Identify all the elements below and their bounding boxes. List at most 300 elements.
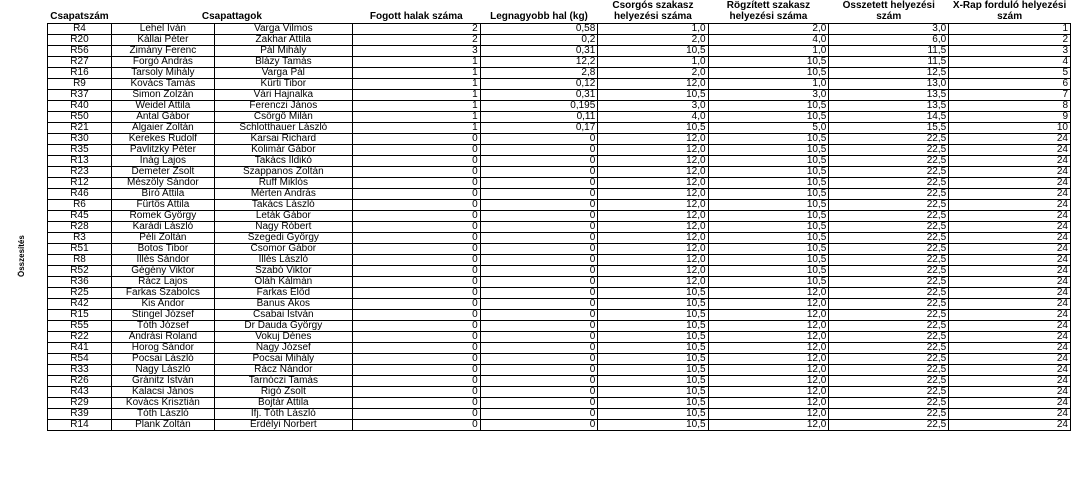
member1-cell: Kerekes Rudolf [111, 134, 214, 145]
team-code-cell: R50 [48, 112, 112, 123]
fish-count-cell: 0 [352, 354, 480, 365]
team-code-cell: R45 [48, 211, 112, 222]
fish-count-cell: 0 [352, 376, 480, 387]
combined-rank-cell: 22,5 [829, 222, 949, 233]
biggest-fish-cell: 0 [480, 145, 598, 156]
xrap-rank-cell: 24 [949, 244, 1071, 255]
team-code-cell: R52 [48, 266, 112, 277]
fish-count-cell: 1 [352, 123, 480, 134]
member2-cell: Rácz Nándor [214, 365, 352, 376]
member1-cell: Andrási Roland [111, 332, 214, 343]
biggest-fish-cell: 0 [480, 387, 598, 398]
member1-cell: Kalacsi János [111, 387, 214, 398]
rogzitett-rank-cell: 4,0 [708, 35, 829, 46]
team-code-cell: R33 [48, 365, 112, 376]
member2-cell: Szappanos Zoltán [214, 167, 352, 178]
combined-rank-cell: 22,5 [829, 156, 949, 167]
member1-cell: Stingel József [111, 310, 214, 321]
table-row [48, 387, 1071, 398]
team-code-cell: R42 [48, 299, 112, 310]
team-code-cell: R28 [48, 222, 112, 233]
xrap-rank-cell: 24 [949, 178, 1071, 189]
combined-rank-cell: 22,5 [829, 189, 949, 200]
table-row [48, 222, 1071, 233]
table-row [48, 354, 1071, 365]
team-code-cell: R27 [48, 57, 112, 68]
table-row [48, 68, 1071, 79]
team-code-cell: R51 [48, 244, 112, 255]
combined-rank-cell: 3,0 [829, 24, 949, 35]
combined-rank-cell: 22,5 [829, 376, 949, 387]
header-xrap-rank: X-Rap forduló helyezési szám [949, 0, 1071, 24]
combined-rank-cell: 22,5 [829, 266, 949, 277]
member2-cell: Szegedi György [214, 233, 352, 244]
member1-cell: Botos Tibor [111, 244, 214, 255]
fish-count-cell: 0 [352, 332, 480, 343]
xrap-rank-cell: 24 [949, 200, 1071, 211]
rogzitett-rank-cell: 1,0 [708, 79, 829, 90]
biggest-fish-cell: 0 [480, 244, 598, 255]
biggest-fish-cell: 0 [480, 277, 598, 288]
member1-cell: Weidel Attila [111, 101, 214, 112]
table-row [48, 200, 1071, 211]
csorgos-rank-cell: 10,5 [598, 343, 708, 354]
xrap-rank-cell: 24 [949, 321, 1071, 332]
fish-count-cell: 0 [352, 365, 480, 376]
member2-cell: Farkas Előd [214, 288, 352, 299]
header-team-members: Csapattagok [111, 0, 352, 24]
member2-cell: Csomor Gábor [214, 244, 352, 255]
fish-count-cell: 0 [352, 420, 480, 431]
fish-count-cell: 0 [352, 387, 480, 398]
biggest-fish-cell: 0 [480, 409, 598, 420]
team-code-cell: R26 [48, 376, 112, 387]
csorgos-rank-cell: 10,5 [598, 90, 708, 101]
member2-cell: Kolimár Gábor [214, 145, 352, 156]
rogzitett-rank-cell: 12,0 [708, 376, 829, 387]
combined-rank-cell: 22,5 [829, 211, 949, 222]
member2-cell: Takács László [214, 200, 352, 211]
team-code-cell: R41 [48, 343, 112, 354]
member2-cell: Blázy Tamás [214, 57, 352, 68]
combined-rank-cell: 22,5 [829, 233, 949, 244]
csorgos-rank-cell: 10,5 [598, 387, 708, 398]
combined-rank-cell: 22,5 [829, 409, 949, 420]
biggest-fish-cell: 12,2 [480, 57, 598, 68]
csorgos-rank-cell: 12,0 [598, 211, 708, 222]
csorgos-rank-cell: 12,0 [598, 200, 708, 211]
table-row [48, 46, 1071, 57]
rogzitett-rank-cell: 12,0 [708, 343, 829, 354]
combined-rank-cell: 22,5 [829, 354, 949, 365]
member2-cell: Rigó Zsolt [214, 387, 352, 398]
xrap-rank-cell: 8 [949, 101, 1071, 112]
rogzitett-rank-cell: 3,0 [708, 90, 829, 101]
biggest-fish-cell: 0,31 [480, 90, 598, 101]
xrap-rank-cell: 6 [949, 79, 1071, 90]
combined-rank-cell: 22,5 [829, 145, 949, 156]
table-row [48, 57, 1071, 68]
table-row [48, 189, 1071, 200]
rogzitett-rank-cell: 5,0 [708, 123, 829, 134]
team-code-cell: R15 [48, 310, 112, 321]
biggest-fish-cell: 0,17 [480, 123, 598, 134]
csorgos-rank-cell: 12,0 [598, 266, 708, 277]
team-code-cell: R43 [48, 387, 112, 398]
rogzitett-rank-cell: 10,5 [708, 112, 829, 123]
member2-cell: Varga Vilmos [214, 24, 352, 35]
fish-count-cell: 0 [352, 134, 480, 145]
xrap-rank-cell: 7 [949, 90, 1071, 101]
member2-cell: Mérten András [214, 189, 352, 200]
xrap-rank-cell: 24 [949, 387, 1071, 398]
biggest-fish-cell: 0 [480, 321, 598, 332]
header-row [48, 0, 1071, 24]
team-code-cell: R20 [48, 35, 112, 46]
csorgos-rank-cell: 2,0 [598, 35, 708, 46]
fish-count-cell: 1 [352, 57, 480, 68]
fish-count-cell: 1 [352, 101, 480, 112]
biggest-fish-cell: 0 [480, 299, 598, 310]
team-code-cell: R13 [48, 156, 112, 167]
member2-cell: Csörgő Milán [214, 112, 352, 123]
xrap-rank-cell: 24 [949, 343, 1071, 354]
member1-cell: Horog Sándor [111, 343, 214, 354]
rogzitett-rank-cell: 12,0 [708, 409, 829, 420]
xrap-rank-cell: 1 [949, 24, 1071, 35]
biggest-fish-cell: 0 [480, 420, 598, 431]
combined-rank-cell: 22,5 [829, 343, 949, 354]
member2-cell: Zakhar Attila [214, 35, 352, 46]
biggest-fish-cell: 0,12 [480, 79, 598, 90]
table-row [48, 255, 1071, 266]
xrap-rank-cell: 24 [949, 134, 1071, 145]
xrap-rank-cell: 24 [949, 354, 1071, 365]
csorgos-rank-cell: 10,5 [598, 123, 708, 134]
combined-rank-cell: 11,5 [829, 57, 949, 68]
rogzitett-rank-cell: 12,0 [708, 420, 829, 431]
csorgos-rank-cell: 10,5 [598, 332, 708, 343]
combined-rank-cell: 22,5 [829, 255, 949, 266]
csorgos-rank-cell: 12,0 [598, 255, 708, 266]
fish-count-cell: 1 [352, 112, 480, 123]
csorgos-rank-cell: 10,5 [598, 409, 708, 420]
member2-cell: Ifj. Tóth László [214, 409, 352, 420]
biggest-fish-cell: 0 [480, 178, 598, 189]
member2-cell: Pocsai Mihály [214, 354, 352, 365]
team-code-cell: R23 [48, 167, 112, 178]
member1-cell: Kovács Krisztián [111, 398, 214, 409]
fish-count-cell: 1 [352, 79, 480, 90]
team-code-cell: R14 [48, 420, 112, 431]
fish-count-cell: 0 [352, 409, 480, 420]
csorgos-rank-cell: 10,5 [598, 288, 708, 299]
combined-rank-cell: 15,5 [829, 123, 949, 134]
member2-cell: Ruff Miklós [214, 178, 352, 189]
member2-cell: Dr Dauda György [214, 321, 352, 332]
xrap-rank-cell: 24 [949, 398, 1071, 409]
table-body [48, 24, 1071, 431]
combined-rank-cell: 22,5 [829, 365, 949, 376]
xrap-rank-cell: 9 [949, 112, 1071, 123]
team-code-cell: R6 [48, 200, 112, 211]
combined-rank-cell: 22,5 [829, 310, 949, 321]
table-row [48, 101, 1071, 112]
table-row [48, 167, 1071, 178]
rogzitett-rank-cell: 1,0 [708, 46, 829, 57]
combined-rank-cell: 22,5 [829, 288, 949, 299]
member1-cell: Péli Zoltán [111, 233, 214, 244]
fish-count-cell: 1 [352, 68, 480, 79]
member1-cell: Karádi László [111, 222, 214, 233]
member2-cell: Kürti Tibor [214, 79, 352, 90]
member1-cell: Tóth László [111, 409, 214, 420]
rogzitett-rank-cell: 10,5 [708, 244, 829, 255]
csorgos-rank-cell: 12,0 [598, 233, 708, 244]
csorgos-rank-cell: 12,0 [598, 222, 708, 233]
combined-rank-cell: 22,5 [829, 321, 949, 332]
table-row [48, 420, 1071, 431]
combined-rank-cell: 22,5 [829, 420, 949, 431]
rogzitett-rank-cell: 12,0 [708, 365, 829, 376]
rogzitett-rank-cell: 12,0 [708, 321, 829, 332]
biggest-fish-cell: 0 [480, 288, 598, 299]
member2-cell: Leták Gábor [214, 211, 352, 222]
biggest-fish-cell: 0 [480, 233, 598, 244]
fish-count-cell: 0 [352, 200, 480, 211]
biggest-fish-cell: 0 [480, 398, 598, 409]
biggest-fish-cell: 0 [480, 189, 598, 200]
member1-cell: Simon Zolzán [111, 90, 214, 101]
csorgos-rank-cell: 10,5 [598, 299, 708, 310]
rogzitett-rank-cell: 12,0 [708, 299, 829, 310]
member2-cell: Vári Hajnalka [214, 90, 352, 101]
rogzitett-rank-cell: 12,0 [708, 354, 829, 365]
member1-cell: Zimány Ferenc [111, 46, 214, 57]
member1-cell: Bíró Attila [111, 189, 214, 200]
biggest-fish-cell: 0,31 [480, 46, 598, 57]
biggest-fish-cell: 0 [480, 365, 598, 376]
member2-cell: Nagy József [214, 343, 352, 354]
member1-cell: Illés Sándor [111, 255, 214, 266]
team-code-cell: R21 [48, 123, 112, 134]
fish-count-cell: 0 [352, 167, 480, 178]
member1-cell: Inág Lajos [111, 156, 214, 167]
rogzitett-rank-cell: 2,0 [708, 24, 829, 35]
xrap-rank-cell: 24 [949, 189, 1071, 200]
member2-cell: Schlotthauer László [214, 123, 352, 134]
xrap-rank-cell: 24 [949, 288, 1071, 299]
xrap-rank-cell: 2 [949, 35, 1071, 46]
csorgos-rank-cell: 12,0 [598, 189, 708, 200]
csorgos-rank-cell: 1,0 [598, 24, 708, 35]
member1-cell: Gégény Viktor [111, 266, 214, 277]
fish-count-cell: 0 [352, 178, 480, 189]
team-code-cell: R12 [48, 178, 112, 189]
fish-count-cell: 0 [352, 244, 480, 255]
fish-count-cell: 2 [352, 35, 480, 46]
fish-count-cell: 0 [352, 310, 480, 321]
table-row [48, 343, 1071, 354]
combined-rank-cell: 22,5 [829, 387, 949, 398]
member1-cell: Antal Gábor [111, 112, 214, 123]
biggest-fish-cell: 0 [480, 156, 598, 167]
team-code-cell: R56 [48, 46, 112, 57]
rogzitett-rank-cell: 10,5 [708, 68, 829, 79]
csorgos-rank-cell: 10,5 [598, 321, 708, 332]
combined-rank-cell: 12,5 [829, 68, 949, 79]
xrap-rank-cell: 24 [949, 222, 1071, 233]
member1-cell: Gránitz István [111, 376, 214, 387]
rogzitett-rank-cell: 10,5 [708, 222, 829, 233]
rogzitett-rank-cell: 10,5 [708, 233, 829, 244]
member1-cell: Pavlitzky Péter [111, 145, 214, 156]
xrap-rank-cell: 24 [949, 167, 1071, 178]
csorgos-rank-cell: 10,5 [598, 46, 708, 57]
table-row [48, 24, 1071, 35]
table-row [48, 376, 1071, 387]
xrap-rank-cell: 24 [949, 211, 1071, 222]
rogzitett-rank-cell: 10,5 [708, 156, 829, 167]
rogzitett-rank-cell: 10,5 [708, 167, 829, 178]
fish-count-cell: 0 [352, 398, 480, 409]
biggest-fish-cell: 0,11 [480, 112, 598, 123]
member2-cell: Bojtár Attila [214, 398, 352, 409]
header-combined-rank: Összetett helyezési szám [829, 0, 949, 24]
member2-cell: Pál Mihály [214, 46, 352, 57]
csorgos-rank-cell: 12,0 [598, 244, 708, 255]
biggest-fish-cell: 0 [480, 134, 598, 145]
xrap-rank-cell: 24 [949, 299, 1071, 310]
rogzitett-rank-cell: 10,5 [708, 200, 829, 211]
table-row [48, 211, 1071, 222]
table-row [48, 178, 1071, 189]
csorgos-rank-cell: 10,5 [598, 365, 708, 376]
rogzitett-rank-cell: 10,5 [708, 145, 829, 156]
member2-cell: Takács Ildikó [214, 156, 352, 167]
fish-count-cell: 3 [352, 46, 480, 57]
rogzitett-rank-cell: 12,0 [708, 288, 829, 299]
table-row [48, 123, 1071, 134]
biggest-fish-cell: 2,8 [480, 68, 598, 79]
table-row [48, 244, 1071, 255]
combined-rank-cell: 22,5 [829, 299, 949, 310]
header-team-number: Csapatszám [48, 0, 112, 24]
xrap-rank-cell: 24 [949, 420, 1071, 431]
table-row [48, 299, 1071, 310]
xrap-rank-cell: 5 [949, 68, 1071, 79]
team-code-cell: R16 [48, 68, 112, 79]
csorgos-rank-cell: 12,0 [598, 156, 708, 167]
biggest-fish-cell: 0,195 [480, 101, 598, 112]
member1-cell: Plank Zoltán [111, 420, 214, 431]
table-row [48, 112, 1071, 123]
xrap-rank-cell: 24 [949, 332, 1071, 343]
rogzitett-rank-cell: 10,5 [708, 211, 829, 222]
team-code-cell: R37 [48, 90, 112, 101]
rogzitett-rank-cell: 12,0 [708, 387, 829, 398]
header-rogzitett-rank: Rögzített szakasz helyezési száma [708, 0, 829, 24]
member1-cell: Kállai Péter [111, 35, 214, 46]
biggest-fish-cell: 0 [480, 211, 598, 222]
table-row [48, 310, 1071, 321]
combined-rank-cell: 13,5 [829, 101, 949, 112]
fish-count-cell: 0 [352, 343, 480, 354]
team-code-cell: R35 [48, 145, 112, 156]
xrap-rank-cell: 24 [949, 156, 1071, 167]
fish-count-cell: 0 [352, 255, 480, 266]
team-code-cell: R30 [48, 134, 112, 145]
table-row [48, 321, 1071, 332]
member1-cell: Kis Andor [111, 299, 214, 310]
table-row [48, 145, 1071, 156]
table-row [48, 233, 1071, 244]
csorgos-rank-cell: 10,5 [598, 310, 708, 321]
member2-cell: Banus Ákos [214, 299, 352, 310]
biggest-fish-cell: 0 [480, 167, 598, 178]
biggest-fish-cell: 0 [480, 343, 598, 354]
biggest-fish-cell: 0 [480, 222, 598, 233]
member2-cell: Nagy Róbert [214, 222, 352, 233]
biggest-fish-cell: 0,58 [480, 24, 598, 35]
header-csorgos-rank: Csorgós szakasz helyezési száma [598, 0, 708, 24]
member1-cell: Mészöly Sándor [111, 178, 214, 189]
rogzitett-rank-cell: 10,5 [708, 57, 829, 68]
xrap-rank-cell: 4 [949, 57, 1071, 68]
member1-cell: Demeter Zsolt [111, 167, 214, 178]
csorgos-rank-cell: 1,0 [598, 57, 708, 68]
csorgos-rank-cell: 12,0 [598, 134, 708, 145]
team-code-cell: R36 [48, 277, 112, 288]
fish-count-cell: 0 [352, 288, 480, 299]
rogzitett-rank-cell: 10,5 [708, 189, 829, 200]
fish-count-cell: 0 [352, 222, 480, 233]
biggest-fish-cell: 0,2 [480, 35, 598, 46]
biggest-fish-cell: 0 [480, 310, 598, 321]
xrap-rank-cell: 24 [949, 310, 1071, 321]
csorgos-rank-cell: 12,0 [598, 167, 708, 178]
member2-cell: Varga Pál [214, 68, 352, 79]
combined-rank-cell: 22,5 [829, 167, 949, 178]
member1-cell: Rácz Lajos [111, 277, 214, 288]
biggest-fish-cell: 0 [480, 332, 598, 343]
csorgos-rank-cell: 10,5 [598, 420, 708, 431]
team-code-cell: R40 [48, 101, 112, 112]
member2-cell: Karsai Richard [214, 134, 352, 145]
table-row [48, 409, 1071, 420]
table-row [48, 277, 1071, 288]
table-row [48, 288, 1071, 299]
csorgos-rank-cell: 2,0 [598, 68, 708, 79]
table-row [48, 90, 1071, 101]
member1-cell: Tóth József [111, 321, 214, 332]
fish-count-cell: 0 [352, 189, 480, 200]
header-biggest-fish: Legnagyobb hal (kg) [480, 0, 598, 24]
member2-cell: Oláh Kálmán [214, 277, 352, 288]
rogzitett-rank-cell: 10,5 [708, 134, 829, 145]
fish-count-cell: 0 [352, 321, 480, 332]
xrap-rank-cell: 24 [949, 266, 1071, 277]
table-row [48, 365, 1071, 376]
fish-count-cell: 2 [352, 24, 480, 35]
combined-rank-cell: 22,5 [829, 134, 949, 145]
table-row [48, 35, 1071, 46]
csorgos-rank-cell: 12,0 [598, 277, 708, 288]
rogzitett-rank-cell: 12,0 [708, 310, 829, 321]
table-row [48, 398, 1071, 409]
table-row [48, 266, 1071, 277]
xrap-rank-cell: 24 [949, 277, 1071, 288]
